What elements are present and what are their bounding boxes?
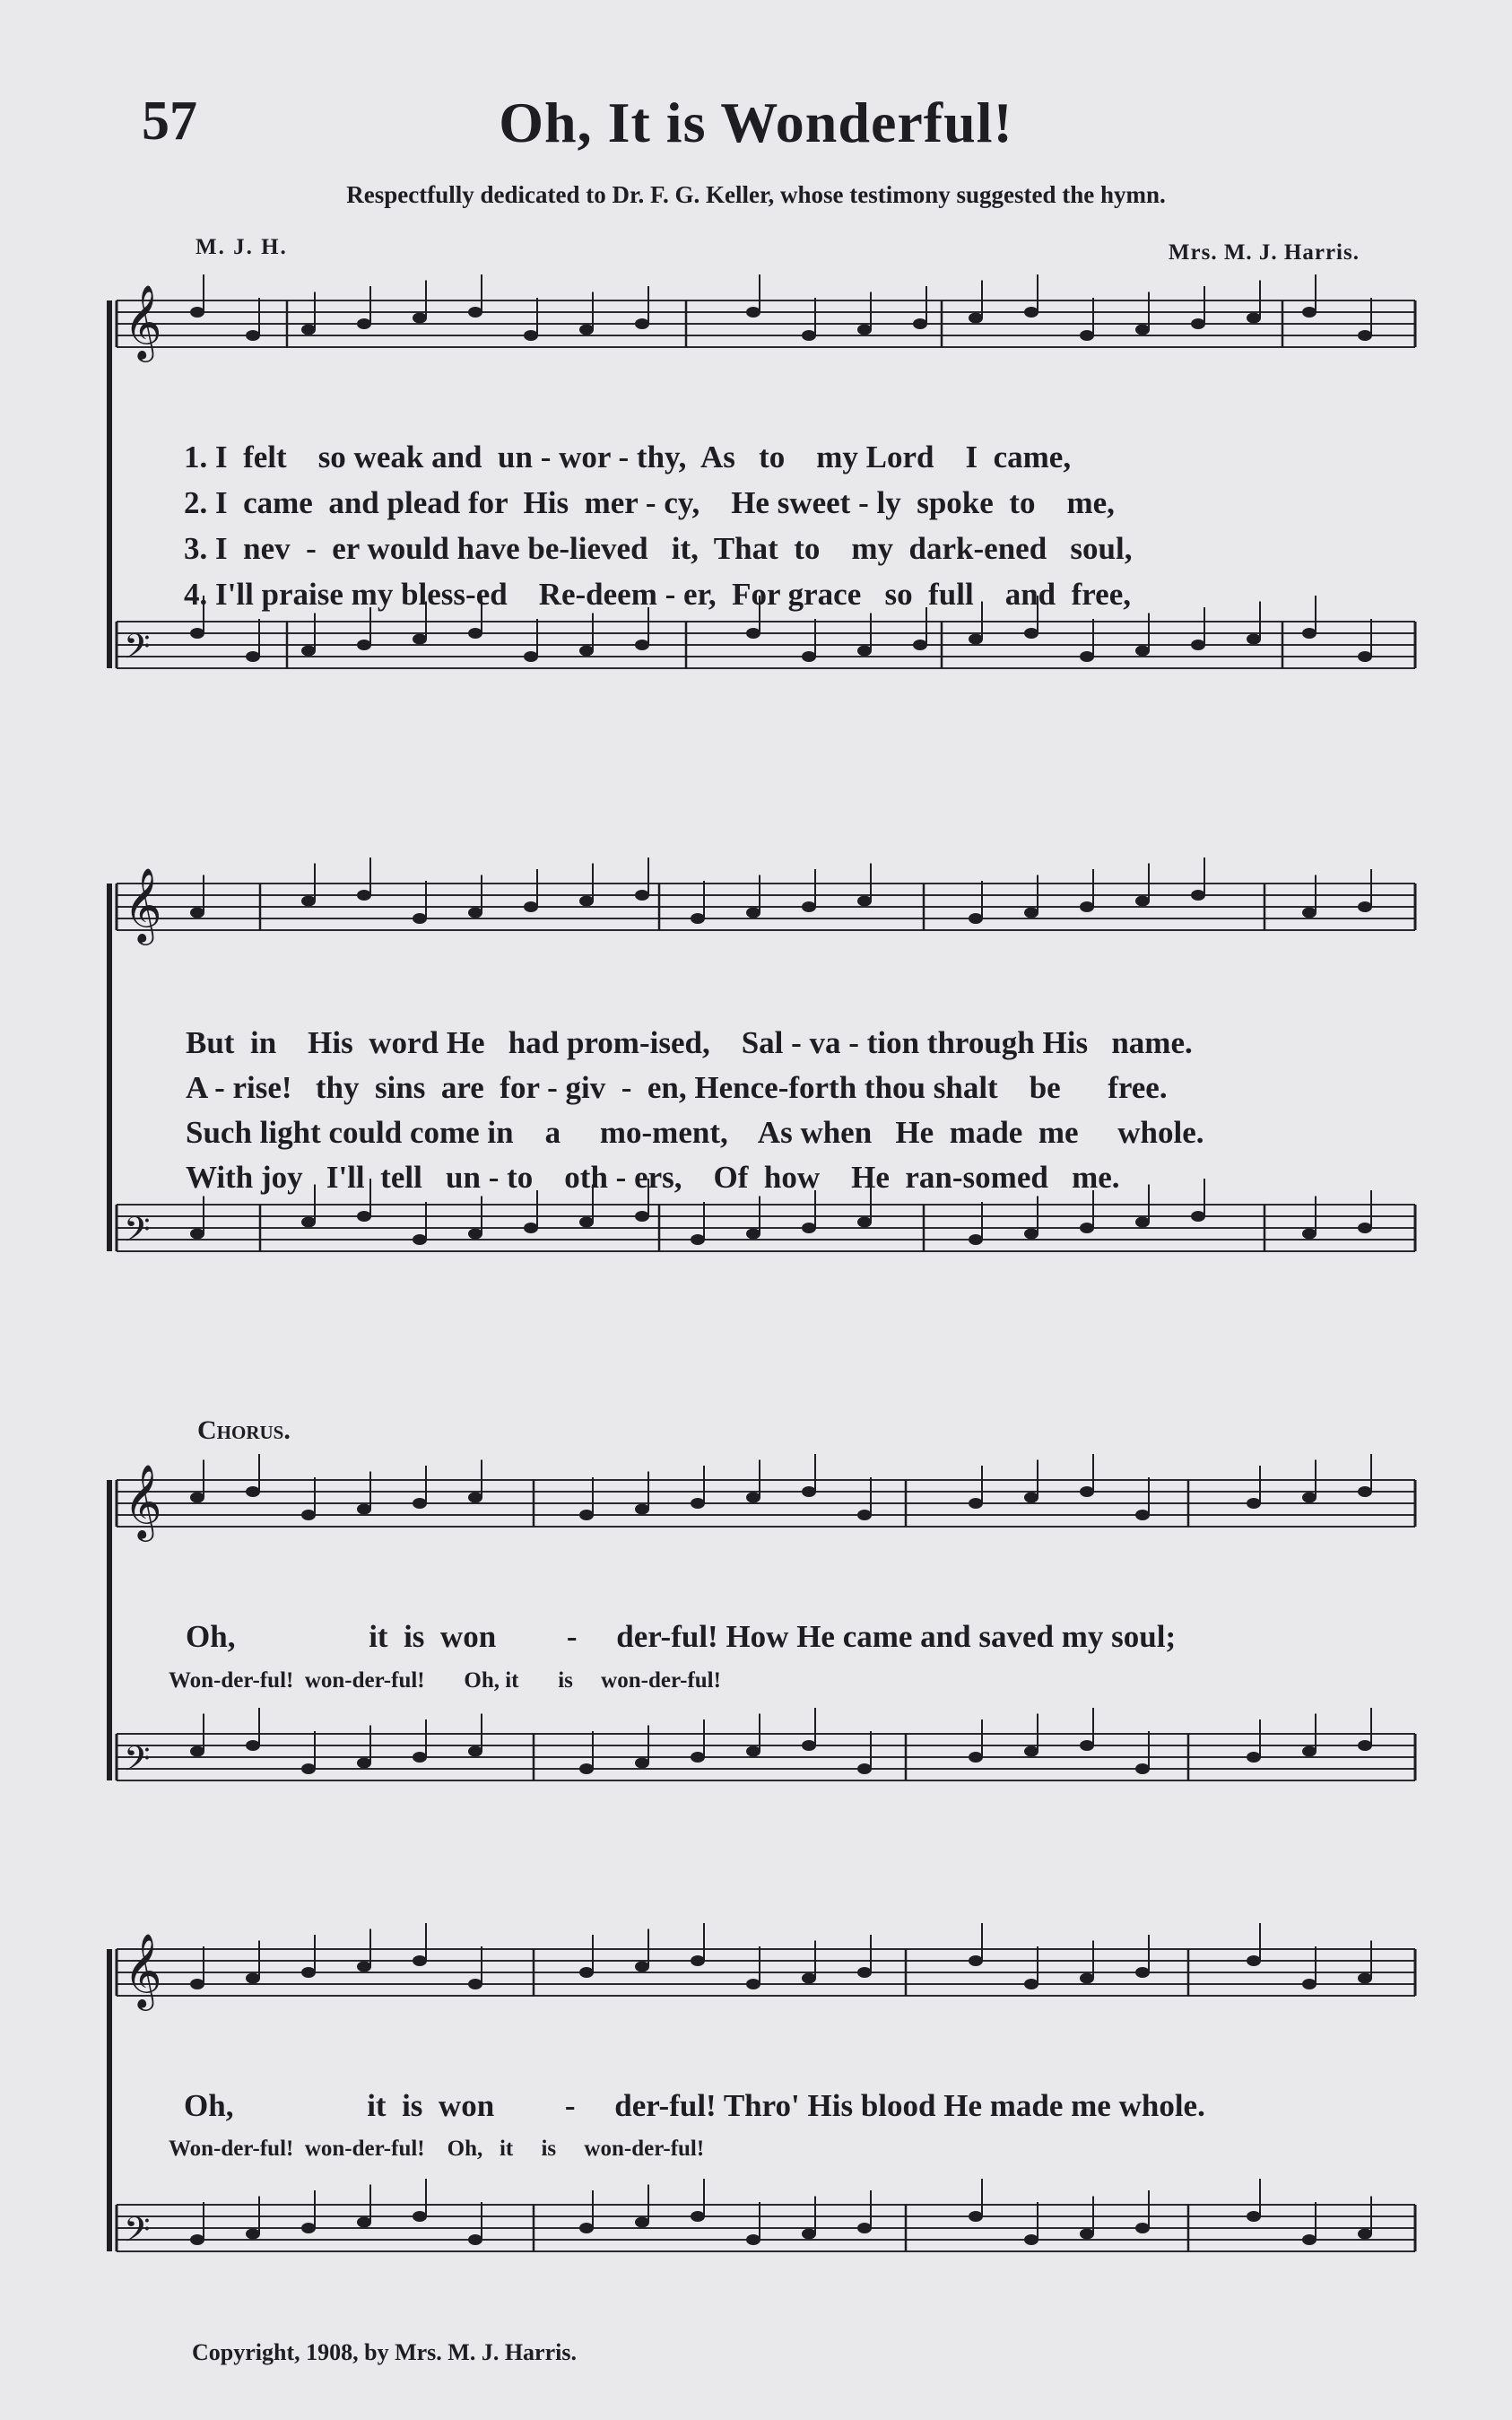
notehead [579, 1510, 594, 1520]
notehead [468, 1493, 482, 1503]
notehead [357, 1962, 371, 1972]
notehead [1247, 2211, 1261, 2222]
bass-clef-icon: 𝄢 [124, 1209, 151, 1258]
notehead [468, 628, 482, 639]
notehead [524, 330, 538, 341]
notehead [579, 1763, 594, 1774]
notehead [1135, 1967, 1150, 1978]
notehead [691, 1955, 705, 1966]
notehead [413, 2211, 427, 2222]
notehead [1135, 896, 1150, 907]
notehead [635, 1211, 649, 1222]
notehead [1191, 640, 1205, 650]
notehead [579, 896, 594, 907]
dedication-note: Respectfully dedicated to Dr. F. G. Keller, whose testimony suggested the hymn. [346, 181, 1166, 208]
notehead [190, 1979, 204, 1989]
notehead [579, 325, 594, 335]
notehead [802, 1740, 816, 1751]
notehead [1247, 1955, 1261, 1966]
notehead [969, 634, 983, 645]
notehead [746, 1493, 760, 1503]
notehead [190, 628, 204, 639]
notehead [413, 913, 427, 924]
notehead [969, 913, 983, 924]
chorus-line-1-echo: Won-der-ful! won-der-ful! Oh, it is won-der-ful! [169, 1668, 721, 1693]
bass-clef-icon: 𝄢 [124, 2209, 151, 2258]
notehead [969, 1498, 983, 1509]
verse-2-line-b: A - rise! thy sins are for - giv - en, Hence-forth thou shalt be free. [186, 1070, 1168, 1105]
notehead [913, 318, 927, 329]
notehead [802, 330, 816, 341]
treble-clef-icon: 𝄞 [124, 1932, 162, 2007]
notehead [635, 890, 649, 901]
verse-4-line-b: With joy I'll tell un - to oth - ers, Of how He ran-somed me. [186, 1160, 1120, 1195]
notehead [1135, 1510, 1150, 1520]
notehead [969, 1955, 983, 1966]
notehead [746, 628, 760, 639]
notehead [746, 307, 760, 318]
notehead [413, 1955, 427, 1966]
notehead [579, 646, 594, 657]
notehead [1302, 1979, 1316, 1989]
notehead [1302, 1229, 1316, 1240]
notehead [357, 1211, 371, 1222]
chorus-line-2-echo: Won-der-ful! won-der-ful! Oh, it is won-der-ful! [169, 2137, 705, 2161]
notehead [468, 2234, 482, 2245]
notehead [246, 651, 260, 662]
notehead [1247, 1498, 1261, 1509]
notehead [802, 1223, 816, 1233]
notehead [357, 640, 371, 650]
notehead [969, 313, 983, 324]
notehead [691, 2211, 705, 2222]
notehead [1247, 634, 1261, 645]
bass-clef-icon: 𝄢 [124, 626, 151, 675]
notehead [579, 2223, 594, 2233]
notehead [246, 1486, 260, 1497]
notehead [357, 1758, 371, 1769]
copyright-notice: Copyright, 1908, by Mrs. M. J. Harris. [192, 2339, 577, 2365]
notehead [357, 890, 371, 901]
notehead [1024, 1746, 1038, 1757]
chorus-label: Chorus. [197, 1415, 291, 1445]
notehead [1358, 651, 1372, 662]
notehead [635, 2217, 649, 2228]
treble-clef-icon: 𝄞 [124, 1463, 162, 1538]
notehead [468, 1746, 482, 1757]
notehead [1358, 2229, 1372, 2240]
notehead [635, 1758, 649, 1769]
notehead [802, 901, 816, 912]
verse-1-line-b: But in His word He had prom-ised, Sal - va - tion through His name. [186, 1025, 1193, 1060]
notehead [246, 2229, 260, 2240]
verse-1-line-a: 1. I felt so weak and un - wor - thy, As to my Lord I came, [184, 440, 1072, 474]
notehead [1080, 330, 1094, 341]
notehead [579, 1217, 594, 1228]
notehead [969, 2211, 983, 2222]
notehead [1302, 628, 1316, 639]
notehead [413, 1498, 427, 1509]
notehead [301, 1763, 316, 1774]
verse-3-line-a: 3. I nev - er would have be-lieved it, That to my dark-ened soul, [184, 531, 1133, 566]
notehead [190, 1229, 204, 1240]
notehead [190, 307, 204, 318]
notehead [1135, 325, 1150, 335]
notehead [357, 1504, 371, 1515]
verse-3-line-b: Such light could come in a mo-ment, As when He made me whole. [186, 1115, 1204, 1150]
notehead [468, 1229, 482, 1240]
staff-systems [109, 274, 1415, 2258]
notehead [691, 1234, 705, 1245]
notehead [1024, 1979, 1038, 1989]
notehead [1302, 2234, 1316, 2245]
notehead [1135, 646, 1150, 657]
notehead [1024, 1229, 1038, 1240]
hymn-number: 57 [142, 91, 197, 152]
notehead [246, 1740, 260, 1751]
notehead [857, 1763, 872, 1774]
notehead [1358, 901, 1372, 912]
notehead [857, 1217, 872, 1228]
notehead [969, 1752, 983, 1763]
words-credit: M. J. H. [196, 235, 288, 259]
notehead [1024, 908, 1038, 918]
notehead [301, 1967, 316, 1978]
notehead [1024, 1493, 1038, 1503]
notehead [746, 1746, 760, 1757]
notehead [413, 634, 427, 645]
notehead [802, 651, 816, 662]
verse-2-line-a: 2. I came and plead for His mer - cy, He sweet - ly spoke to me, [184, 485, 1115, 520]
notehead [246, 1973, 260, 1984]
notehead [524, 901, 538, 912]
notehead [468, 908, 482, 918]
notehead [1358, 1223, 1372, 1233]
notehead [190, 2234, 204, 2245]
notehead [635, 640, 649, 650]
notehead [413, 1752, 427, 1763]
notehead [301, 325, 316, 335]
notehead [1080, 901, 1094, 912]
notehead [746, 1979, 760, 1989]
notehead [802, 2229, 816, 2240]
notehead [857, 896, 872, 907]
notehead [468, 307, 482, 318]
notehead [691, 1498, 705, 1509]
notehead [857, 646, 872, 657]
notehead [691, 913, 705, 924]
notehead [524, 1223, 538, 1233]
notehead [1191, 890, 1205, 901]
notehead [1080, 1740, 1094, 1751]
music-credit: Mrs. M. J. Harris. [1168, 240, 1360, 265]
notehead [635, 1962, 649, 1972]
notehead [301, 1510, 316, 1520]
hymn-title: Oh, It is Wonderful! [499, 91, 1013, 154]
chorus-line-1-main: Oh, it is won - der-ful! How He came and saved my soul; [186, 1619, 1177, 1654]
notehead [746, 2234, 760, 2245]
notehead [468, 1979, 482, 1989]
notehead [746, 1229, 760, 1240]
notehead [1024, 2234, 1038, 2245]
notehead [1080, 2229, 1094, 2240]
notehead [969, 1234, 983, 1245]
notehead [190, 1493, 204, 1503]
notehead [524, 651, 538, 662]
notehead [1302, 1493, 1316, 1503]
treble-clef-icon: 𝄞 [124, 866, 162, 942]
notehead [802, 1486, 816, 1497]
notehead [1247, 1752, 1261, 1763]
notehead [1080, 651, 1094, 662]
notehead [635, 318, 649, 329]
notehead [1080, 1223, 1094, 1233]
notehead [301, 646, 316, 657]
notehead [1247, 313, 1261, 324]
notehead [1191, 318, 1205, 329]
notehead [190, 1746, 204, 1757]
notehead [357, 318, 371, 329]
notehead [913, 640, 927, 650]
notehead [857, 1510, 872, 1520]
notehead [1024, 307, 1038, 318]
notehead [857, 1967, 872, 1978]
notehead [1358, 330, 1372, 341]
notehead [579, 1967, 594, 1978]
notehead [1302, 307, 1316, 318]
notehead [691, 1752, 705, 1763]
notehead [1024, 628, 1038, 639]
notehead [301, 1217, 316, 1228]
notehead [413, 313, 427, 324]
notehead [1080, 1973, 1094, 1984]
notehead [1135, 2223, 1150, 2233]
notehead [1302, 1746, 1316, 1757]
notehead [635, 1504, 649, 1515]
notehead [1135, 1763, 1150, 1774]
notehead [357, 2217, 371, 2228]
bass-clef-icon: 𝄢 [124, 1738, 151, 1787]
treble-clef-icon: 𝄞 [124, 283, 162, 359]
notehead [1135, 1217, 1150, 1228]
notehead [1302, 908, 1316, 918]
notehead [190, 908, 204, 918]
notehead [857, 325, 872, 335]
notehead [246, 330, 260, 341]
notehead [802, 1973, 816, 1984]
notehead [413, 1234, 427, 1245]
notehead [857, 2223, 872, 2233]
notehead [1191, 1211, 1205, 1222]
notehead [301, 896, 316, 907]
notehead [301, 2223, 316, 2233]
notehead [1080, 1486, 1094, 1497]
chorus-line-2-main: Oh, it is won - der-ful! Thro' His blood He made me whole. [184, 2088, 1205, 2123]
notehead [746, 908, 760, 918]
notehead [1358, 1973, 1372, 1984]
notehead [1358, 1486, 1372, 1497]
notehead [1358, 1740, 1372, 1751]
verse-4-line-a: 4. I'll praise my bless-ed Re-deem - er, For grace so full and free, [184, 577, 1131, 612]
